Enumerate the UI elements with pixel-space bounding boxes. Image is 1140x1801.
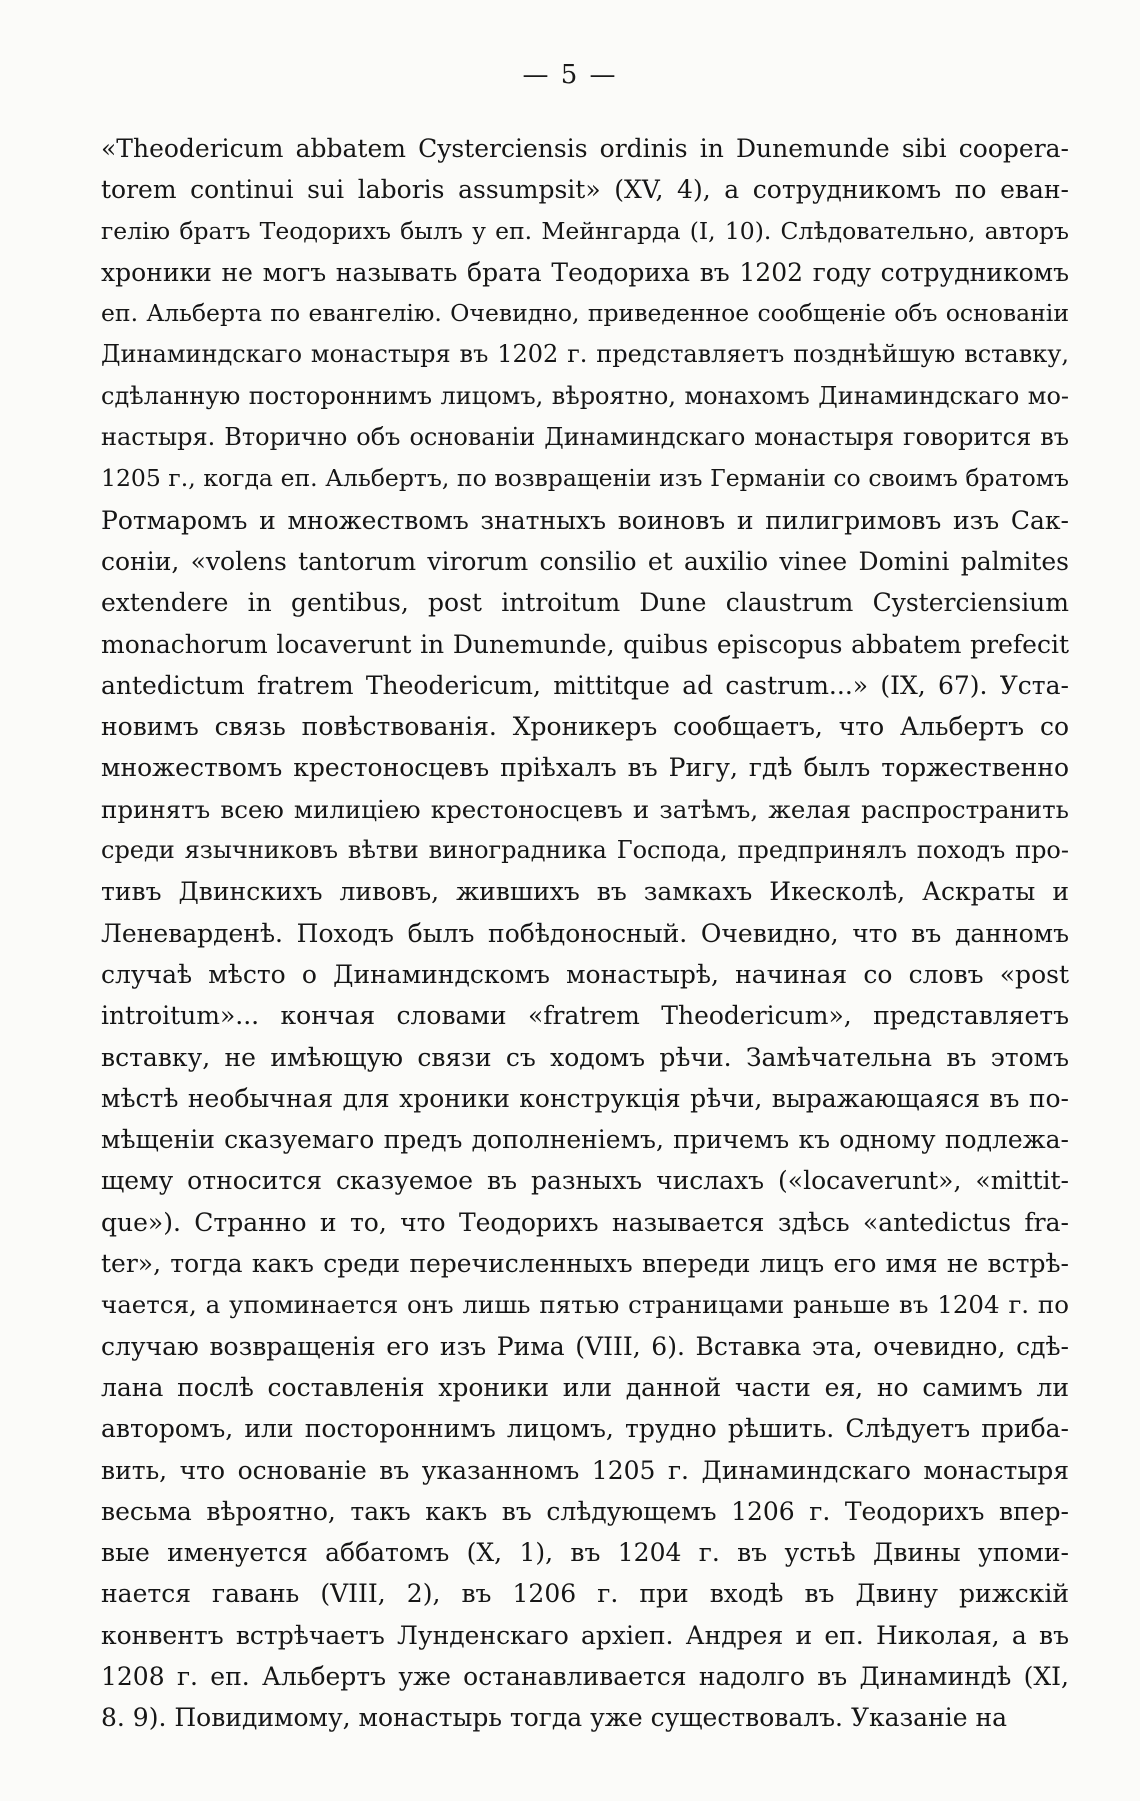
text-line: настыря. Вторично объ основаніи Динаминдскаго монастыря говорится въ — [101, 423, 1069, 452]
text-line: extendere in gentibus, post introitum Dune claustrum Cysterciensium — [101, 588, 1069, 618]
text-line: мѣщеніи сказуемаго предъ дополненіемъ, причемъ къ одному подлежа- — [101, 1125, 1069, 1155]
text-line: лана послѣ составленія хроники или данной части ея, но самимъ ли — [101, 1372, 1069, 1402]
text-line: introitum»... кончая словами «fratrem Theodericum», представляетъ — [101, 1001, 1069, 1031]
text-line: Леневарденѣ. Походъ былъ побѣдоносный. Очевидно, что въ данномъ — [101, 918, 1069, 948]
text-line: соніи, «volens tantorum virorum consilio et auxilio vinee Domini palmites — [101, 546, 1069, 576]
text-line: сдѣланную постороннимъ лицомъ, вѣроятно, монахомъ Динаминдскаго мо- — [101, 381, 1069, 410]
text-line: 8. 9). Повидимому, монастырь тогда уже существовалъ. Указаніе на — [101, 1703, 1008, 1733]
text-line: конвентъ встрѣчаетъ Лунденскаго архіеп. Андрея и еп. Николая, а въ — [101, 1620, 1069, 1650]
text-line: авторомъ, или постороннимъ лицомъ, трудно рѣшить. Слѣдуетъ приба- — [101, 1414, 1069, 1444]
text-line: множествомъ крестоносцевъ пріѣхалъ въ Ригу, гдѣ былъ торжественно — [101, 753, 1069, 783]
text-line: вить, что основаніе въ указанномъ 1205 г. Динаминдскаго монастыря — [101, 1455, 1069, 1485]
text-line: ter», тогда какъ среди перечисленныхъ впереди лицъ его имя не встрѣ- — [101, 1249, 1069, 1279]
text-line: вставку, не имѣющую связи съ ходомъ рѣчи. Замѣчательна въ этомъ — [101, 1042, 1069, 1072]
text-line: случаѣ мѣсто о Динаминдскомъ монастырѣ, начиная со словъ «post — [101, 959, 1069, 989]
text-line: среди язычниковъ вѣтви виноградника Господа, предпринялъ походъ про- — [101, 836, 1069, 865]
text-line: весьма вѣроятно, такъ какъ въ слѣдующемъ 1206 г. Теодорихъ впер- — [101, 1496, 1069, 1526]
text-line: 1205 г., когда еп. Альбертъ, по возвращеніи изъ Германіи со своимъ братомъ — [101, 464, 1069, 493]
text-line: принятъ всею милиціею крестоносцевъ и затѣмъ, желая распространить — [101, 794, 1069, 824]
text-line: вые именуется аббатомъ (X, 1), въ 1204 г. въ устьѣ Двины упоми- — [101, 1538, 1069, 1568]
text-line: новимъ связь повѣствованія. Хроникеръ сообщаетъ, что Альбертъ со — [101, 712, 1069, 742]
text-line: Ротмаромъ и множествомъ знатныхъ воиновъ и пилигримовъ изъ Сак- — [101, 505, 1069, 535]
text-line: нается гавань (VIII, 2), въ 1206 г. при входѣ въ Двину рижскій — [101, 1579, 1069, 1609]
text-line: 1208 г. еп. Альбертъ уже останавливается надолго въ Динаминдѣ (XI, — [101, 1661, 1069, 1691]
text-line: еп. Альберта по евангелію. Очевидно, приведенное сообщеніе объ основаніи — [101, 299, 1069, 328]
text-line: случаю возвращенія его изъ Рима (VIII, 6). Вставка эта, очевидно, сдѣ- — [101, 1331, 1069, 1361]
text-line: torem continui sui laboris assumpsit» (XV, 4), а сотрудникомъ по еван- — [101, 175, 1069, 205]
text-line: чается, а упоминается онъ лишь пятью страницами раньше въ 1204 г. по — [101, 1290, 1069, 1320]
text-line: тивъ Двинскихъ ливовъ, жившихъ въ замкахъ Икесколѣ, Аскраты и — [101, 877, 1069, 907]
text-line: que»). Странно и то, что Теодорихъ называется здѣсь «antedictus fra- — [101, 1207, 1069, 1237]
text-line: «Theodericum abbatem Cysterciensis ordinis in Dunemunde sibi coopera- — [101, 134, 1069, 163]
text-line: гелію братъ Теодорихъ былъ у еп. Мейнгарда (I, 10). Слѣдовательно, авторъ — [101, 216, 1069, 245]
text-line: щему относится сказуемое въ разныхъ числахъ («locaverunt», «mittit- — [101, 1166, 1069, 1196]
text-line: Динаминдскаго монастыря въ 1202 г. представляетъ позднѣйшую вставку, — [101, 340, 1069, 369]
text-line: хроники не могъ называть брата Теодориха въ 1202 году сотрудникомъ — [101, 257, 1069, 287]
body-text — [101, 128, 1069, 1739]
text-line: мѣстѣ необычная для хроники конструкція рѣчи, выражающаяся въ по- — [101, 1083, 1069, 1113]
page-number: — 5 — — [522, 60, 618, 90]
text-line: monachorum locaverunt in Dunemunde, quibus episcopus abbatem prefecit — [101, 629, 1069, 659]
text-line: antedictum fratrem Theodericum, mittitque ad castrum...» (IX, 67). Уста- — [101, 670, 1069, 700]
